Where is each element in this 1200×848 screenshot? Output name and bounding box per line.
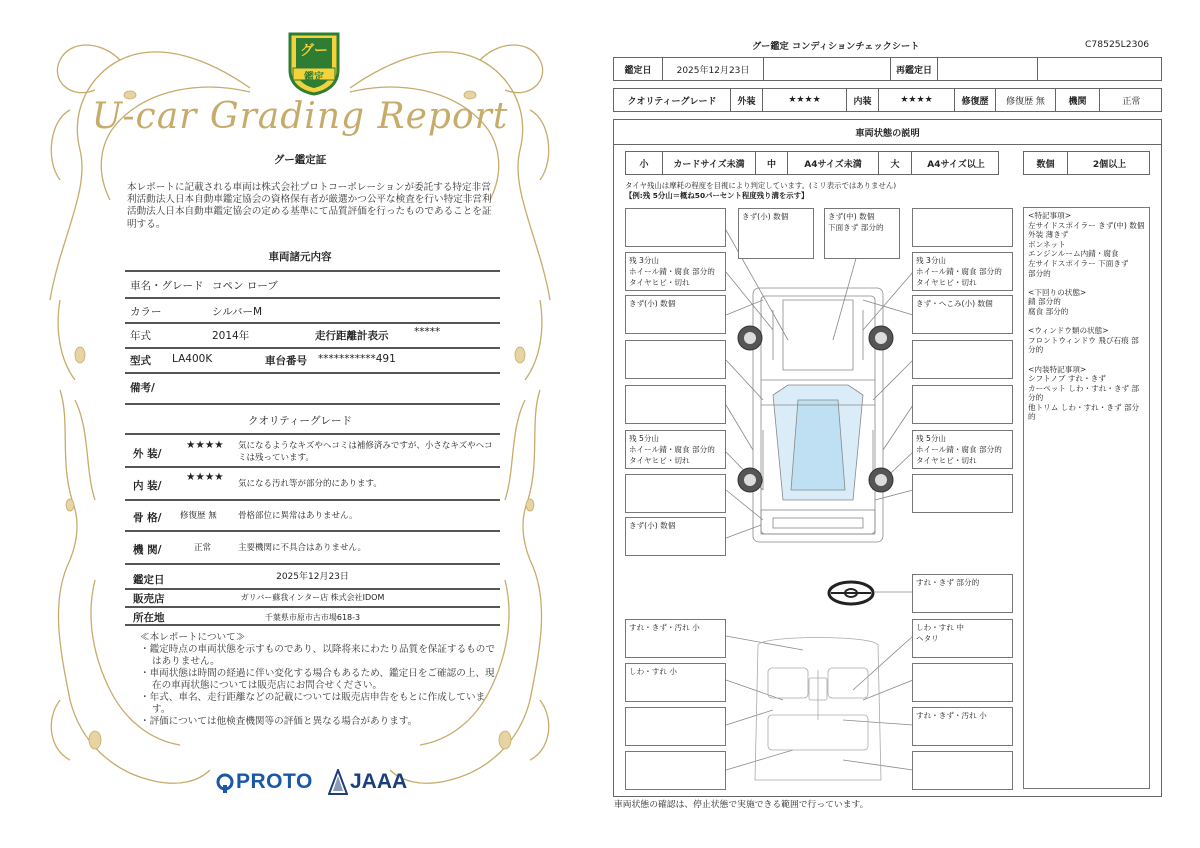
interior-note-box (625, 751, 726, 790)
report-title: U-car Grading Report (91, 96, 509, 137)
divider (125, 403, 500, 405)
sheet-id: C78525L2306 (1085, 39, 1150, 50)
special-note-line: 他トリム しわ・すれ・きず 部分的 (1028, 402, 1140, 422)
steering-wheel-icon (829, 582, 873, 604)
year-label: 年式 (130, 330, 151, 342)
divider (125, 466, 500, 468)
tire-note-text: 残 5分山 ホイール錆・腐食 部分的 タイヤヒビ・切れ (916, 434, 1002, 465)
engine-text: 主要機関に不具合はありません。 (238, 543, 367, 553)
special-note-line: <ウィンドウ類の状態> (1028, 326, 1109, 336)
size-small-desc: カードサイズ未満 (662, 152, 755, 174)
interior-stars: ★★★★ (878, 89, 954, 111)
color-value: シルバーM (212, 306, 263, 318)
engine-label: 機関 (1055, 89, 1099, 111)
interior-note-box (912, 751, 1013, 790)
frame-text: 骨格部位に異常はありません。 (238, 511, 358, 521)
grade-label: クオリティーグレード (627, 96, 717, 107)
exterior-stars: ★★★★ (186, 439, 224, 451)
grade-row (613, 88, 1162, 112)
date-label: 鑑定日 (624, 65, 652, 76)
interior-note-box (625, 707, 726, 746)
appraisal-date-label: 鑑定日 (133, 574, 165, 586)
exterior-label: 外装 (730, 89, 762, 111)
spacer (1028, 355, 1145, 365)
damage-note-box (625, 208, 726, 247)
reappraisal-label: 再鑑定日 (890, 58, 937, 80)
mileage-label: 走行距離計表示 (315, 330, 389, 342)
damage-note-box (625, 474, 726, 513)
damage-note-box (625, 295, 726, 334)
spacer (1028, 278, 1145, 288)
proto-logo: PROTO (236, 770, 313, 793)
model-label: 型式 (130, 355, 151, 367)
frame-label: 骨 格/ (133, 512, 162, 524)
divider (613, 144, 1162, 145)
size-legend (625, 151, 999, 175)
repair-value: 修復歴 無 (995, 89, 1055, 111)
notes-title: ≪本レポートについて≫ (140, 632, 246, 643)
quality-header: クオリティーグレード (248, 415, 352, 427)
year-value: 2014年 (212, 330, 250, 342)
special-note-line: カーペット しわ・すれ・きず 部分的 (1028, 383, 1140, 403)
divider (125, 372, 500, 374)
damage-note-box (912, 385, 1013, 424)
tire-note-box (625, 252, 726, 291)
divider (125, 322, 500, 324)
size-medium-desc: A4サイズ未満 (787, 152, 878, 174)
proto-mark-icon (216, 773, 234, 793)
engine-value: 正常 (1099, 89, 1163, 111)
name-label: 車名・グレード (130, 280, 204, 292)
special-note-line: フロントウィンドウ 飛び石痕 部分的 (1028, 335, 1139, 355)
chassis-label: 車台番号 (265, 355, 307, 367)
interior-stars: ★★★★ (186, 471, 224, 483)
special-note-line: <内装特記事項> (1028, 364, 1087, 374)
count-label: 数個 (1036, 159, 1055, 170)
chassis-value: ***********491 (318, 353, 396, 365)
tire-note-2: 【例:残 5分山＝概ね50パーセント程度残り溝を示す】 (625, 191, 809, 200)
special-note-line: 外装 薄きず (1028, 230, 1069, 240)
damage-note-text: きず・へこみ(小) 数個 (916, 299, 993, 308)
divider (125, 530, 500, 532)
interior-note-box (912, 707, 1013, 746)
tire-note-text: 残 5分山 ホイール錆・腐食 部分的 タイヤヒビ・切れ (629, 434, 715, 465)
empty-cell (763, 58, 890, 80)
appraisal-date-value: 2025年12月23日 (276, 572, 349, 582)
size-small: 小 (639, 159, 649, 170)
repair-label: 修復歴 (954, 89, 995, 111)
engine-value: 正常 (194, 543, 212, 553)
certificate-title: グー鑑定証 (273, 154, 327, 166)
certificate-intro: 本レポートに記載される車両は株式会社プロトコーポレーションが委託する特定非営利活動法人日本自動車鑑定協会の資格保有者が厳選かつ公平な検査を行い特定非営利活動法人日本自動車鑑定協会の定める基準にて品質評価を行ったものであることを証明する。 (127, 182, 492, 230)
damage-note-box (625, 385, 726, 424)
jaaa-logo: JAAA (350, 770, 408, 793)
interior-note-text: すれ・きず・汚れ 小 (629, 623, 700, 632)
name-value: コペン ローブ (212, 280, 278, 292)
jaaa-emblem-icon (328, 769, 348, 795)
interior-note-box (912, 663, 1013, 702)
badge-bottom-text: 鑑定 (304, 72, 324, 83)
special-note-line: <特記事項> (1028, 211, 1072, 220)
tire-note-text: 残 3分山 ホイール錆・腐食 部分的 タイヤヒビ・切れ (629, 256, 715, 287)
damage-note-box (912, 295, 1013, 334)
model-value: LA400K (172, 353, 213, 365)
sheet-footer: 車両状態の確認は、停止状態で実施できる範囲で行っています。 (614, 800, 869, 810)
divider (125, 499, 500, 501)
interior-note-text: すれ・きず・汚れ 小 (916, 711, 987, 720)
size-large: 大 (878, 152, 911, 174)
sheet-title: グー鑑定 コンディションチェックシート (752, 41, 920, 52)
dealer-value: ガリバー蘇我インター店 株式会社IDOM (240, 593, 385, 602)
interior-note-box (912, 619, 1013, 658)
damage-note-box (824, 208, 900, 259)
note-item: ・車両状態は時間の経過に伴い変化する場合もあるため、鑑定日をご確認の上、現在の車両状態については販売店にお問合せください。 (140, 668, 495, 691)
interior-note-text: すれ・きず 部分的 (916, 578, 980, 587)
special-note-line: 部分的 (1028, 268, 1051, 278)
damage-note-box (625, 517, 726, 556)
special-notes-panel (1023, 207, 1150, 789)
tire-note-box (912, 430, 1013, 469)
divider (125, 270, 500, 272)
special-note-line: 錆 部分的 (1028, 297, 1061, 307)
report-notes (140, 632, 495, 728)
count-legend (1023, 151, 1150, 175)
interior-note-box (625, 663, 726, 702)
interior-label: 内装 (846, 89, 878, 111)
size-large-desc: A4サイズ以上 (911, 152, 1000, 174)
tire-note-1: タイヤ残山は摩耗の程度を目視により判定しています。(ミリ表示ではありません) (625, 181, 897, 190)
condition-header: 車両状態の説明 (855, 128, 920, 139)
tire-note-text: 残 3分山 ホイール錆・腐食 部分的 タイヤヒビ・切れ (916, 256, 1002, 287)
damage-note-text: きず(中) 数個 下面きず 部分的 (828, 212, 884, 232)
special-note-line: エンジンルーム内錆・腐食 (1028, 249, 1119, 259)
divider (125, 624, 500, 626)
divider (125, 588, 500, 590)
exterior-stars: ★★★★ (762, 89, 846, 111)
interior-note-box (912, 574, 1013, 613)
special-note-line: 左サイドスポイラー 下面きず (1028, 258, 1129, 268)
exterior-label: 外 装/ (133, 448, 162, 460)
interior-label: 内 装/ (133, 480, 162, 492)
dealer-label: 販売店 (133, 593, 165, 605)
engine-label: 機 関/ (133, 544, 162, 556)
note-item: ・年式、車名、走行距離などの記載については販売店申告をもとに作成しています。 (140, 692, 486, 715)
badge-top-text: グー (300, 43, 328, 59)
spec-header: 車両諸元内容 (268, 251, 332, 263)
note-item: ・鑑定時点の車両状態を示すものであり、以降将来にわたり品質を保証するものではありません。 (140, 644, 495, 667)
interior-note-box (625, 619, 726, 658)
special-note-line: シフトノブ すれ・きず (1028, 374, 1106, 384)
special-note-line: 腐食 部分的 (1028, 306, 1069, 316)
damage-note-box (912, 208, 1013, 247)
damage-note-text: きず(小) 数個 (629, 299, 676, 308)
divider (125, 433, 500, 435)
remarks-label: 備考/ (130, 382, 155, 394)
color-label: カラー (130, 306, 162, 318)
address-value: 千葉県市原市古市場618-3 (264, 613, 361, 622)
damage-note-box (912, 474, 1013, 513)
interior-text: 気になる汚れ等が部分的にあります。 (238, 479, 382, 489)
divider (125, 606, 500, 608)
size-medium: 中 (755, 152, 787, 174)
divider (125, 563, 500, 565)
divider (125, 297, 500, 299)
reappraisal-value (937, 58, 1037, 80)
damage-note-box (738, 208, 814, 259)
date-value: 2025年12月23日 (662, 58, 763, 80)
divider (125, 347, 500, 349)
interior-note-text: しわ・すれ 中 ヘタリ (916, 623, 964, 643)
note-item: ・評価については他検査機関等の評価と異なる場合があります。 (140, 716, 418, 727)
tire-note-box (912, 252, 1013, 291)
special-note-line: 左サイドスポイラー きず(中) 数個 (1028, 220, 1145, 230)
interior-note-text: しわ・すれ 小 (629, 667, 677, 676)
damage-note-box (912, 340, 1013, 379)
count-desc: 2個以上 (1067, 152, 1151, 174)
exterior-text: 気になるようなキズやヘコミは補修済みですが、小さなキズやヘコミは残っています。 (238, 441, 493, 463)
mileage-value: ***** (414, 326, 441, 338)
spacer (1028, 317, 1145, 327)
empty-cell (1037, 58, 1163, 80)
special-note-line: ボンネット (1028, 239, 1066, 249)
damage-note-text: きず(小) 数個 (629, 521, 676, 530)
special-note-line: <下回りの状態> (1028, 287, 1087, 297)
frame-value: 修復歴 無 (180, 511, 217, 521)
damage-note-text: きず(小) 数個 (742, 212, 789, 221)
tire-note-box (625, 430, 726, 469)
address-label: 所在地 (133, 612, 165, 624)
date-row (613, 57, 1162, 81)
damage-note-box (625, 340, 726, 379)
